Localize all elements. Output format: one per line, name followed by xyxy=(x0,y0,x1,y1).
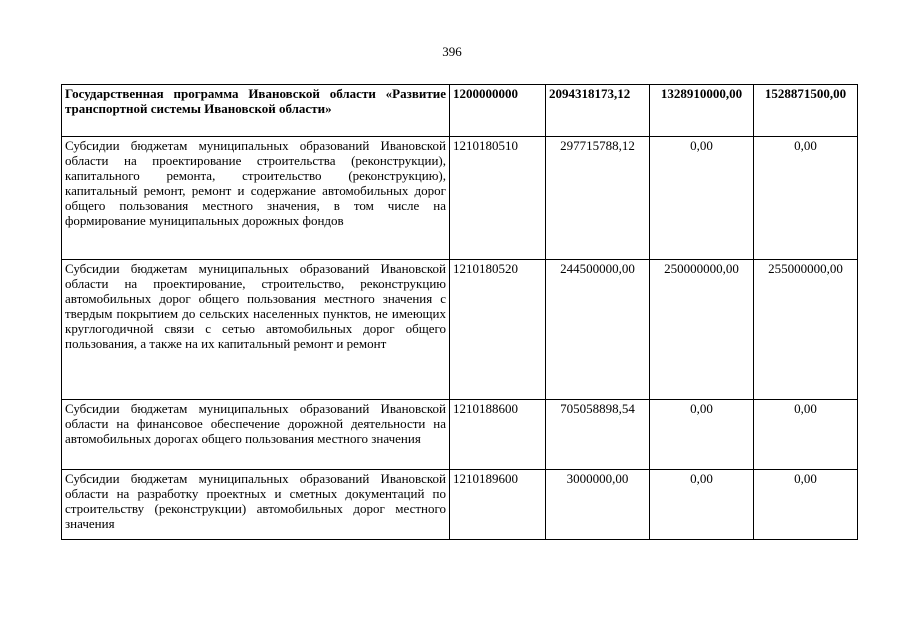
row-code: 1210180520 xyxy=(450,260,546,400)
row-amount-3: 0,00 xyxy=(754,470,858,540)
table-row xyxy=(62,137,858,260)
table-row xyxy=(62,470,858,540)
row-amount-3: 1528871500,00 xyxy=(754,85,858,137)
row-amount-3: 255000000,00 xyxy=(754,260,858,400)
row-description: Субсидии бюджетам муниципальных образований Ивановской области на проектирование, строительство, реконструкцию автомобильных дорог общего пользования местного значения с твердым покрытием до сельских населенных пунктов, не имеющих круглогодичной связи с сетью автомобильных дорог общего пользования, а также на их капитальный ремонт и ремонт xyxy=(62,260,450,400)
row-description: Государственная программа Ивановской области «Развитие транспортной системы Ивановской области» xyxy=(62,85,450,137)
row-amount-3: 0,00 xyxy=(754,137,858,260)
row-amount-1: 297715788,12 xyxy=(546,137,650,260)
row-amount-1: 244500000,00 xyxy=(546,260,650,400)
row-amount-3: 0,00 xyxy=(754,400,858,470)
table-row xyxy=(62,400,858,470)
page-number: 396 xyxy=(442,44,462,59)
row-code: 1210180510 xyxy=(450,137,546,260)
row-amount-2: 1328910000,00 xyxy=(650,85,754,137)
row-code: 1210189600 xyxy=(450,470,546,540)
row-description: Субсидии бюджетам муниципальных образований Ивановской области на разработку проектных и сметных документаций по строительству (реконструкции) автомобильных дорог местного значения xyxy=(62,470,450,540)
row-amount-2: 0,00 xyxy=(650,470,754,540)
row-amount-1: 2094318173,12 xyxy=(546,85,650,137)
row-code: 1200000000 xyxy=(450,85,546,137)
row-amount-1: 3000000,00 xyxy=(546,470,650,540)
row-code: 1210188600 xyxy=(450,400,546,470)
row-description: Субсидии бюджетам муниципальных образований Ивановской области на финансовое обеспечение дорожной деятельности на автомобильных дорогах общего пользования местного значения xyxy=(62,400,450,470)
row-amount-2: 0,00 xyxy=(650,137,754,260)
budget-table xyxy=(61,84,858,540)
row-amount-2: 0,00 xyxy=(650,400,754,470)
row-amount-1: 705058898,54 xyxy=(546,400,650,470)
table-row xyxy=(62,260,858,400)
table-row-program xyxy=(62,85,858,137)
row-description: Субсидии бюджетам муниципальных образований Ивановской области на проектирование строительства (реконструкции), капитального ремонта, строительство (реконструкцию), капитальный ремонт, ремонт и содержание автомобильных дорог общего пользования местного значения, в том числе на формирование муниципальных дорожных фондов xyxy=(62,137,450,260)
row-amount-2: 250000000,00 xyxy=(650,260,754,400)
